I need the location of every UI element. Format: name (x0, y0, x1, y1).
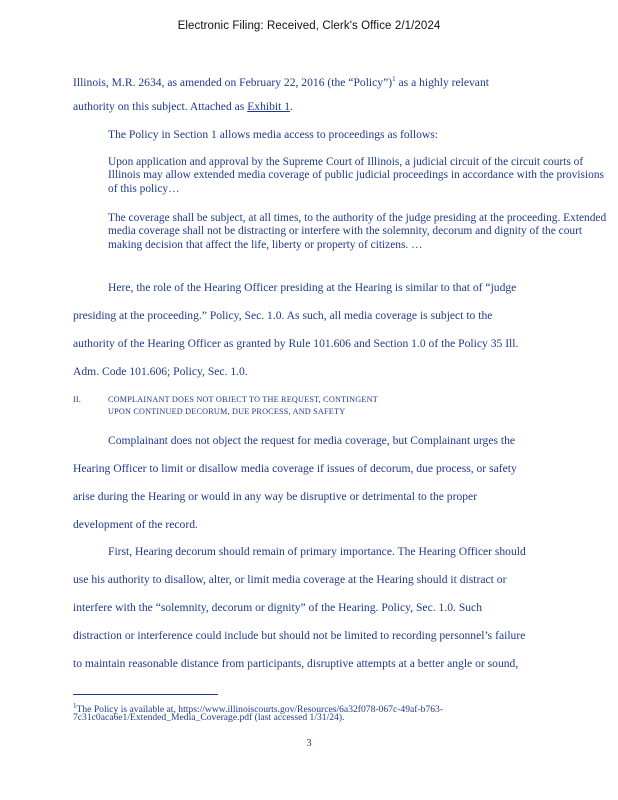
page-number: 3 (306, 738, 312, 749)
text: authority on this subject. Attached as (73, 100, 248, 113)
paragraph-line (73, 100, 578, 114)
filing-stamp: Electronic Filing: Received, Clerk's Office 2/1/2024 (177, 20, 441, 32)
paragraph-line: distraction or interference could include but should not be limited to recording personnel’s failure (73, 629, 526, 642)
text: Illinois, M.R. 2634, as amended on February 22, 2016 (the “Policy”) (73, 75, 393, 89)
paragraph-line: interfere with the “solemnity, decorum or dignity” of the Hearing. Policy, Sec. 1.0. Such (73, 601, 483, 614)
paragraph-line: Hearing Officer to limit or disallow media coverage if issues of decorum, due process, or safety (73, 462, 517, 475)
footnote-divider (73, 694, 218, 695)
footnote-cont[interactable]: 7c31c0aca6e1/Extended_Media_Coverage.pdf (last accessed 1/31/24). (73, 712, 345, 723)
block-quote: Upon application and approval by the Supreme Court of Illinois, a judicial circuit of the circuit courts of Illinois may allow extended media coverage of public judicial proceedings in accordance with the provisions of this policy… (108, 156, 604, 195)
paragraph-line: First, Hearing decorum should remain of primary importance. The Hearing Officer should (108, 545, 526, 558)
paragraph-line: to maintain reasonable distance from participants, disruptive attempts at a better angle or sound, (73, 657, 519, 670)
paragraph-line: Complainant does not object the request for media coverage, but Complainant urges the (108, 434, 516, 447)
text: as a highly relevant (395, 75, 489, 89)
section-number: II. (73, 395, 82, 404)
block-quote: The coverage shall be subject, at all times, to the authority of the judge presiding at the proceeding. Extended media coverage shall not be distracting or interfere with the solemnity, decorum and dignity of the court making decision that affect the life, liberty or property of citizens. … (108, 212, 607, 251)
exhibit-link[interactable]: Exhibit 1 (247, 100, 291, 113)
paragraph-line (73, 72, 578, 90)
footnote-ref[interactable]: 1 (392, 75, 396, 83)
paragraph-line: Adm. Code 101.606; Policy, Sec. 1.0. (73, 365, 248, 378)
text: . (290, 100, 293, 113)
paragraph-line: arise during the Hearing or would in any way be disruptive or detrimental to the proper (73, 490, 478, 503)
paragraph-line: authority of the Hearing Officer as granted by Rule 101.606 and Section 1.0 of the Policy 35 Ill. (73, 337, 519, 350)
paragraph-line: use his authority to disallow, alter, or limit media coverage at the Hearing should it distract or (73, 573, 507, 586)
paragraph-line: presiding at the proceeding.” Policy, Sec. 1.0. As such, all media coverage is subject to the (73, 309, 493, 322)
section-heading (73, 394, 593, 418)
footnote-text[interactable]: The Policy is available at, https://www.illinoiscourts.gov/Resources/6a32f078-067c-49af-b763- (76, 704, 444, 716)
footnote-marker: 1 (73, 702, 77, 710)
paragraph-line: development of the record. (73, 518, 198, 531)
paragraph-line: Here, the role of the Hearing Officer presiding at the Hearing is similar to that of “judge (108, 281, 517, 294)
section-title-cont: UPON CONTINUED DECORUM, DUE PROCESS, AND SAFETY (108, 407, 346, 416)
paragraph-line: The Policy in Section 1 allows media access to proceedings as follows: (108, 128, 439, 141)
section-title: COMPLAINANT DOES NOT OBJECT TO THE REQUEST, CONTINGENT (108, 395, 378, 404)
